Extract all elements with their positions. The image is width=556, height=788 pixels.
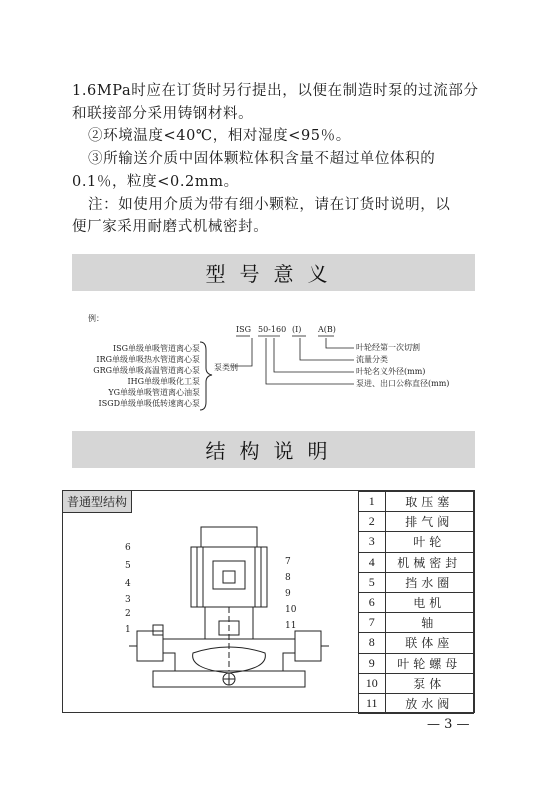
code-leader-lines	[230, 332, 360, 392]
table-row: 2 排气阀	[359, 512, 474, 532]
table-row: 7 轴	[359, 613, 474, 633]
table-row: 6 电机	[359, 592, 474, 612]
code-ab: A(B)	[318, 325, 336, 334]
paragraph-line-6: 注：如使用介质为带有细小颗粒，请在订货时说明，以	[88, 197, 451, 213]
section-title-structure: 结构说明	[72, 431, 475, 468]
table-row: 9 叶轮螺母	[359, 653, 474, 673]
paragraph-line-5: 0.1％，粒度<0.2mm。	[72, 174, 239, 190]
structure-tag: 普通型结构	[63, 491, 132, 513]
table-row: 4 机械密封	[359, 552, 474, 572]
callout-9: 9	[285, 589, 291, 599]
callout-3: 3	[125, 595, 131, 605]
explain-impeller: 叶轮名义外径(mm)	[356, 367, 426, 376]
explain-flow: 流量分类	[356, 355, 388, 364]
table-row: 11 放水阀	[359, 693, 474, 713]
type-isgd: ISGD单级单吸低转速离心泵	[98, 399, 200, 408]
code-spec: 50-160	[258, 325, 287, 334]
type-grg: GRG单级单吸高温管道离心泵	[93, 366, 200, 375]
callout-2: 2	[125, 609, 131, 619]
type-isg: ISG单级单吸管道离心泵	[112, 344, 200, 353]
table-row: 3 叶轮	[359, 532, 474, 552]
type-yg: YG单级单吸管道离心油泵	[108, 388, 200, 397]
code-isg: ISG	[236, 325, 252, 334]
callout-10: 10	[285, 605, 297, 615]
explain-diameter: 泵进、出口公称直径(mm)	[356, 379, 450, 388]
type-ihg: IHG单级单吸化工泵	[127, 377, 200, 386]
explain-cut: 叶轮经第一次切割	[356, 343, 420, 352]
structure-frame	[62, 490, 475, 713]
paragraph-line-1: 1.6MPa时应在订货时另行提出，以便在制造时泵的过流部分	[72, 83, 479, 99]
table-row: 5 挡水圈	[359, 572, 474, 592]
table-row: 8 联体座	[359, 633, 474, 653]
callout-8: 8	[285, 573, 291, 583]
paragraph-line-7: 便厂家采用耐磨式机械密封。	[72, 219, 269, 235]
paragraph-line-4: ③所输送介质中固体颗粒体积含量不超过单位体积的	[88, 151, 436, 167]
type-irg: IRG单级单吸热水管道离心泵	[96, 355, 200, 364]
code-i: (I)	[292, 325, 302, 334]
callout-7: 7	[285, 557, 291, 567]
paragraph-line-2: 和联接部分采用铸钢材料。	[72, 106, 254, 122]
type-brace	[198, 340, 220, 412]
pump-drawing	[123, 521, 353, 701]
table-row: 1 取压塞	[359, 492, 474, 512]
example-label: 例：	[88, 314, 104, 323]
parts-table	[358, 491, 474, 714]
callout-5: 5	[125, 561, 131, 571]
callout-1: 1	[125, 625, 131, 635]
section-title-model: 型号意义	[72, 254, 475, 291]
callout-6: 6	[125, 543, 131, 553]
paragraph-line-3: ②环境温度<40℃，相对湿度<95％。	[88, 128, 351, 144]
type-group-label: 泵类别	[214, 363, 238, 372]
callout-4: 4	[125, 579, 131, 589]
table-row: 10 泵体	[359, 673, 474, 693]
page-number: — 3 —	[427, 717, 470, 732]
callout-11: 11	[285, 621, 297, 631]
